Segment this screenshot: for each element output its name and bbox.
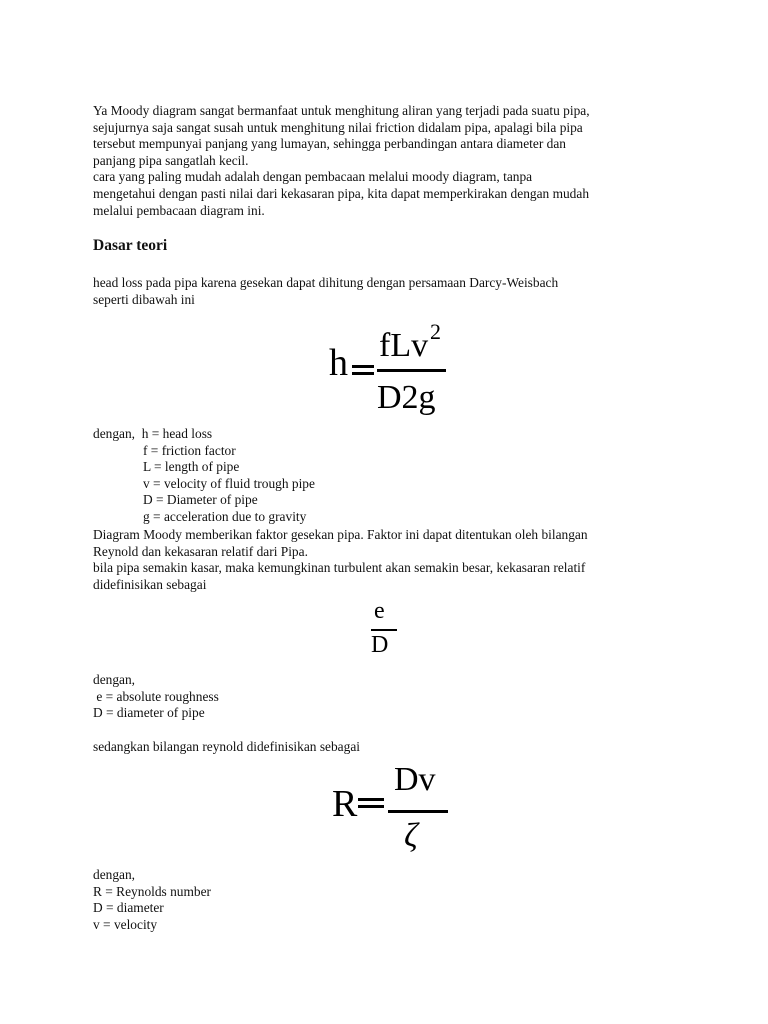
definition-line: dengan, h = head loss — [93, 426, 213, 441]
reynold-intro-line: sedangkan bilangan reynold didefinisikan sebagai — [93, 739, 360, 754]
formula1-fraction-bar — [377, 369, 446, 372]
definitions-3 — [93, 867, 211, 933]
definitions-1 — [93, 426, 315, 526]
formula1-denominator: D2g — [377, 379, 436, 416]
definition-line: D = Diameter of pipe — [143, 492, 258, 508]
definition-line: g = acceleration due to gravity — [143, 508, 307, 524]
definition-line: f = friction factor — [143, 442, 236, 458]
intro-paragraph — [93, 103, 693, 219]
intro-line: sejujurnya saja sangat susah untuk menghitung nilai friction didalam pipa, apalagi bila pipa — [93, 119, 583, 135]
intro-line: melalui pembacaan diagram ini. — [93, 202, 265, 218]
formula3-numerator: Dv — [394, 761, 436, 798]
formula3-equals — [358, 796, 384, 810]
formula1-numerator: fLv — [379, 327, 429, 364]
intro-line: panjang pipa sangatlah kecil. — [93, 152, 249, 168]
moody-line: didefinisikan sebagai — [93, 576, 207, 592]
definition-line: R = Reynolds number — [93, 883, 212, 899]
definition-line: e = absolute roughness — [93, 688, 219, 704]
definition-line: dengan, — [93, 672, 136, 687]
section-heading: Dasar teori — [93, 237, 168, 254]
darcy-intro-line: seperti dibawah ini — [93, 291, 195, 307]
darcy-intro-line: head loss pada pipa karena gesekan dapat dihitung dengan persamaan Darcy-Weisbach — [93, 275, 559, 290]
formula2-numerator: e — [374, 598, 385, 624]
formula2-denominator: D — [371, 632, 389, 658]
darcy-intro — [93, 275, 693, 308]
moody-line: bila pipa semakin kasar, maka kemungkinan turbulent akan semakin besar, kekasaran relatif — [93, 560, 586, 576]
formula3-lhs: R — [332, 783, 358, 825]
moody-line: Reynold dan kekasaran relatif dari Pipa. — [93, 543, 308, 559]
reynold-intro — [93, 739, 693, 756]
formula3-denominator: ζ — [404, 817, 418, 854]
moody-line: Diagram Moody memberikan faktor gesekan pipa. Faktor ini dapat ditentukan oleh bilangan — [93, 527, 588, 542]
formula1-exponent: 2 — [430, 319, 441, 344]
intro-line: mengetahui dengan pasti nilai dari kekasaran pipa, kita dapat memperkirakan dengan mudah — [93, 185, 590, 201]
formula1-equals — [352, 363, 374, 377]
darcy-weisbach-formula — [325, 319, 455, 420]
moody-paragraph — [93, 527, 693, 593]
definition-line: L = length of pipe — [143, 459, 240, 475]
definition-line: D = diameter of pipe — [93, 705, 205, 721]
intro-line: cara yang paling mudah adalah dengan pembacaan melalui moody diagram, tanpa — [93, 169, 533, 185]
definition-line: D = diameter — [93, 900, 164, 916]
definition-line: v = velocity — [93, 916, 158, 932]
definition-line: dengan, — [93, 867, 136, 882]
definitions-2 — [93, 672, 219, 722]
formula2-fraction-bar — [371, 629, 397, 631]
formula3-fraction-bar — [388, 810, 448, 813]
intro-line: Ya Moody diagram sangat bermanfaat untuk menghitung aliran yang terjadi pada suatu pipa, — [93, 103, 590, 118]
intro-line: tersebut mempunyai panjang yang lumayan, sehingga perbandingan antara diameter dan — [93, 136, 566, 152]
formula1-lhs: h — [329, 342, 348, 384]
definition-line: v = velocity of fluid trough pipe — [143, 475, 315, 491]
relative-roughness-formula — [368, 596, 402, 662]
reynolds-number-formula — [330, 760, 460, 860]
